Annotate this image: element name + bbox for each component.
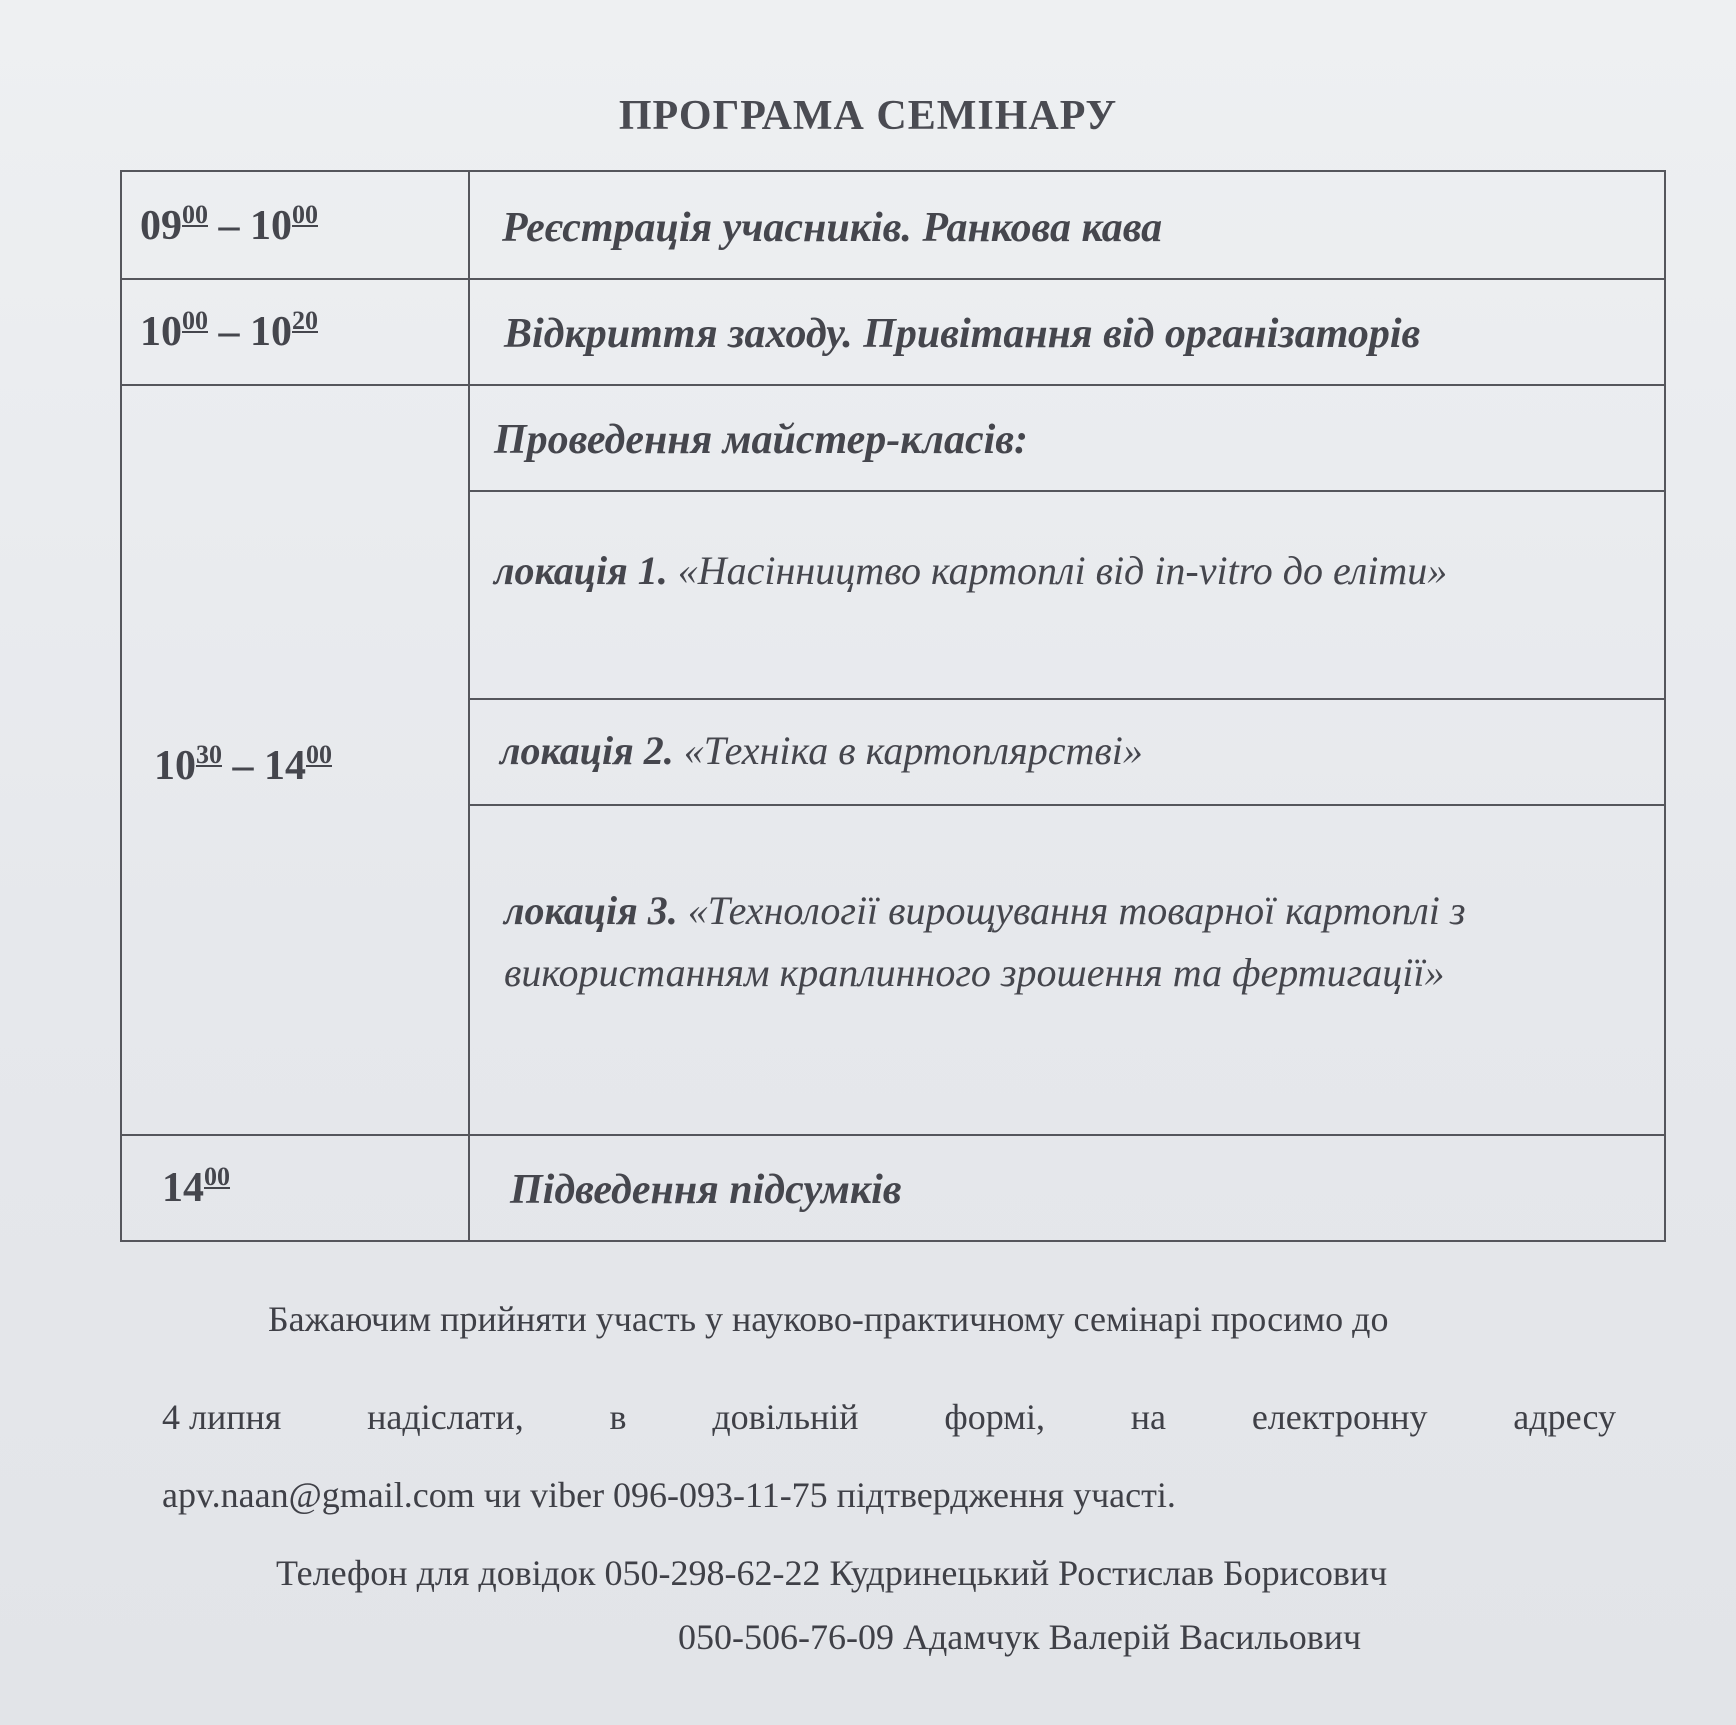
location-1 bbox=[494, 540, 1614, 602]
location-label: локація 1. bbox=[494, 548, 668, 593]
notice-word: формі, bbox=[944, 1397, 1045, 1437]
time-start-hour: 10 bbox=[140, 309, 182, 355]
notice-word: в bbox=[609, 1397, 627, 1437]
time-start-hour: 09 bbox=[140, 203, 182, 249]
contact-2: 050-506-76-09 Адамчук Валерій Васильович bbox=[678, 1617, 1362, 1657]
contacts-line-2 bbox=[678, 1616, 1361, 1658]
time-separator: – bbox=[208, 203, 250, 249]
page-title: ПРОГРАМА СЕМІНАРУ bbox=[618, 93, 1118, 139]
notice-contact-text: apv.naan@gmail.com чи viber 096-093-11-75 підтвердження участі. bbox=[162, 1475, 1176, 1515]
notice-word: на bbox=[1130, 1397, 1167, 1437]
activity-registration: Реєстрація учасників. Ранкова кава bbox=[502, 205, 1163, 251]
row-divider bbox=[122, 278, 1666, 280]
time-start-minute: 00 bbox=[182, 200, 208, 229]
location-2 bbox=[500, 720, 1620, 782]
time-end-hour: 14 bbox=[264, 743, 306, 789]
sub-row-divider bbox=[468, 804, 1666, 806]
notice-word: надіслати, bbox=[367, 1397, 524, 1437]
sub-row-divider bbox=[468, 490, 1666, 492]
location-label: локація 3. bbox=[504, 888, 678, 933]
location-topic: «Насінництво картоплі від in-vitro до еліти» bbox=[677, 548, 1448, 593]
activity-opening: Відкриття заходу. Привітання від організаторів bbox=[504, 311, 1421, 357]
time-start-minute: 30 bbox=[196, 740, 222, 769]
sub-row-divider bbox=[468, 698, 1666, 700]
notice-line-3 bbox=[162, 1474, 1176, 1516]
notice-line-1: Бажаючим прийняти участь у науково-практичному семінарі просимо до bbox=[268, 1299, 1389, 1339]
time-end-minute: 00 bbox=[306, 740, 332, 769]
schedule-table bbox=[120, 170, 1666, 1242]
time-start-hour: 14 bbox=[162, 1165, 204, 1211]
contact-1: 050-298-62-22 Кудринецький Ростислав Борисович bbox=[604, 1553, 1388, 1593]
location-label: локація 2. bbox=[500, 728, 674, 773]
notice-word: адресу bbox=[1513, 1397, 1616, 1437]
activity-master-classes: Проведення майстер-класів: bbox=[494, 417, 1029, 463]
location-3 bbox=[504, 880, 1654, 1004]
contacts-line-1 bbox=[276, 1552, 1387, 1594]
time-cell bbox=[154, 740, 332, 790]
time-end-minute: 20 bbox=[292, 306, 318, 335]
location-topic: «Технології вирощування товарної картоплі з використанням краплинного зрошення та фертигації» bbox=[504, 888, 1466, 995]
time-end-hour: 10 bbox=[250, 309, 292, 355]
contacts-label: Телефон для довідок bbox=[276, 1553, 596, 1593]
time-end-hour: 10 bbox=[250, 203, 292, 249]
notice-word: електронну bbox=[1251, 1397, 1428, 1437]
location-topic: «Техніка в картоплярстві» bbox=[683, 728, 1143, 773]
time-separator: – bbox=[222, 743, 264, 789]
time-start-minute: 00 bbox=[182, 306, 208, 335]
row-divider bbox=[122, 1134, 1666, 1136]
notice-word: довільній bbox=[712, 1397, 859, 1437]
time-end-minute: 00 bbox=[292, 200, 318, 229]
time-cell bbox=[140, 200, 318, 250]
time-cell bbox=[140, 306, 318, 356]
time-separator: – bbox=[208, 309, 250, 355]
time-cell bbox=[162, 1162, 230, 1212]
notice-word: 4 липня bbox=[162, 1397, 282, 1437]
time-start-hour: 10 bbox=[154, 743, 196, 789]
notice-line-2 bbox=[162, 1396, 1616, 1438]
row-divider bbox=[122, 384, 1666, 386]
time-start-minute: 00 bbox=[204, 1162, 230, 1191]
activity-summary: Підведення підсумків bbox=[510, 1167, 902, 1213]
column-divider bbox=[468, 172, 470, 1242]
